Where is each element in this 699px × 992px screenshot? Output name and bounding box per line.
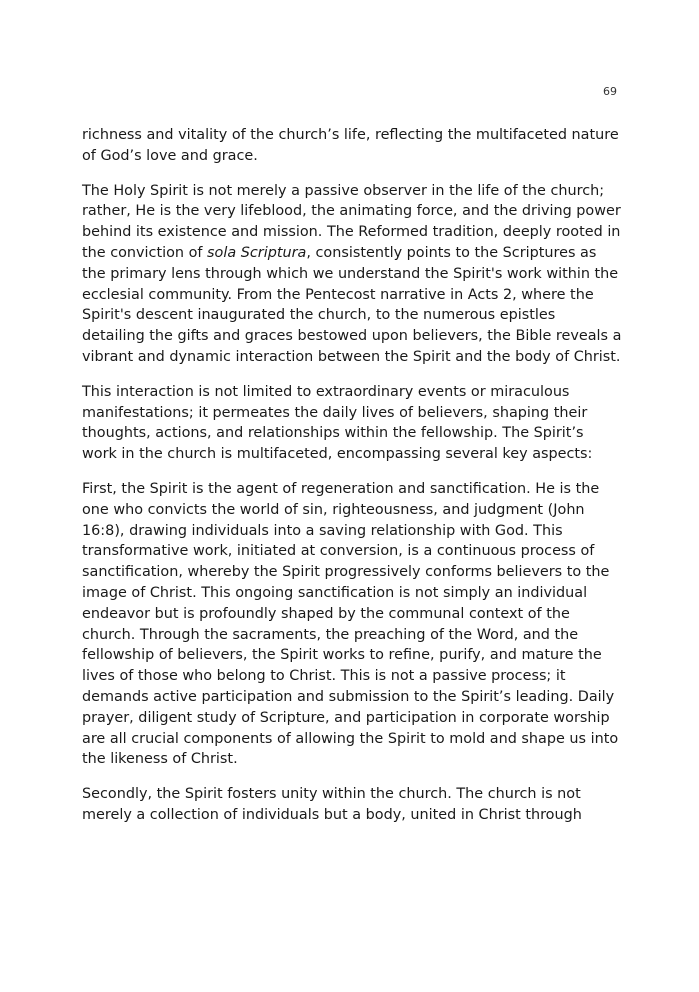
page-number: 69 — [603, 85, 617, 98]
paragraph: This interaction is not limited to extraordinary events or miraculous manifestations; it permeates the daily lives of believers, shaping their thoughts, actions, and relationships within the fellowship. The Spirit’s work in the church is multifaceted, encompassing several key aspects: — [82, 383, 593, 463]
paragraph: First, the Spirit is the agent of regeneration and sanctification. He is the one who convicts the world of sin, righteousness, and judgment (John 16:8), drawing individuals into a saving relationship with God. This transformative work, initiated at conversion, is a continuous process of sanctification, whereby the Spirit progressively conforms believers to the image of Christ. This ongoing sanctification is not simply an individual endeavor but is profoundly shaped by the communal context of the church. Through the sacraments, the preaching of the Word, and the fellowship of believers, the Spirit works to refine, purify, and mature the lives of those who belong to Christ. This is not a passive process; it demands active participation and submission to the Spirit’s leading. Daily prayer, diligent study of Scripture, and participation in corporate worship are all crucial components of allowing the Spirit to mold and shape us into the likeness of Christ. — [82, 480, 619, 768]
paragraph — [82, 181, 622, 368]
paragraph: Secondly, the Spirit fosters unity within the church. The church is not merely a collection of individuals but a body, united in Christ through — [82, 786, 582, 823]
paragraph-text: The Holy Spirit is not merely a passive observer in the life of the church; rather, He is the very lifeblood, the animating force, and the driving power behind its existence and mission. The Reformed tradition, deeply rooted in the conviction of — [82, 182, 621, 261]
paragraph: richness and vitality of the church’s life, reflecting the multifaceted nature of God’s love and grace. — [82, 127, 619, 164]
body-text — [82, 125, 622, 840]
paragraph-text: , consistently points to the Scriptures as the primary lens through which we understand the Spirit's work within the ecclesial community. From the Pentecost narrative in Acts 2, where the Spirit's descent inaugurated the church, to the numerous epistles detailing the gifts and graces bestowed upon believers, the Bible reveals a vibrant and dynamic interaction between the Spirit and the body of Christ. — [82, 244, 622, 365]
emphasis-text: sola Scriptura — [207, 244, 307, 261]
